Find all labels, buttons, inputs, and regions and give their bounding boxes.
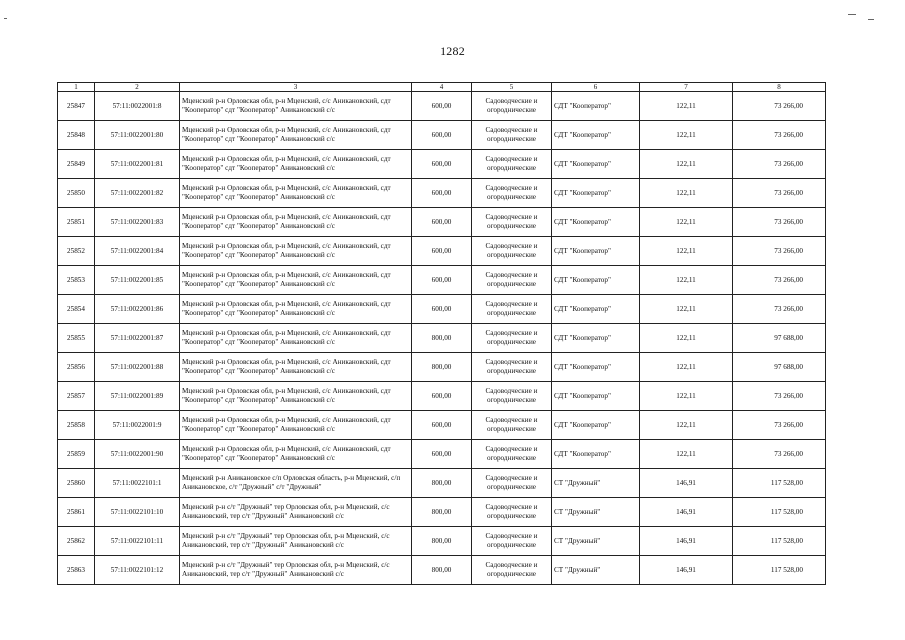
cadastral-number: 57:11:0022001:80	[95, 121, 180, 150]
table-row	[58, 92, 826, 121]
cadastral-value-cell: 117 528,00	[733, 498, 826, 527]
cadastral-number: 57:11:0022001:85	[95, 266, 180, 295]
area-cell: 600,00	[412, 92, 472, 121]
cadastral-number: 57:11:0022001:86	[95, 295, 180, 324]
row-number: 25854	[58, 295, 95, 324]
address-cell: Мценский р-н Орловская обл, р-н Мценский, с/с Аникановский, сдт "Кооператор" сдт "Кооператор" Аникановский с/с	[180, 266, 412, 295]
rate-cell: 122,11	[640, 440, 733, 469]
cadastral-number: 57:11:0022001:90	[95, 440, 180, 469]
rate-cell: 122,11	[640, 121, 733, 150]
address-cell: Мценский р-н с/т "Дружный" тер Орловская обл, р-н Мценский, с/с Аникановский, тер с/т "Дружный" Аникановский с/с	[180, 498, 412, 527]
land-category-cell: Садоводческие и огороднические	[472, 411, 552, 440]
area-cell: 800,00	[412, 556, 472, 585]
cadastral-number: 57:11:0022001:8	[95, 92, 180, 121]
page-number: 1282	[440, 44, 465, 58]
rate-cell: 122,11	[640, 208, 733, 237]
table-row	[58, 150, 826, 179]
column-header: 3	[180, 83, 412, 92]
rate-cell: 122,11	[640, 295, 733, 324]
rate-cell: 146,91	[640, 527, 733, 556]
row-number: 25848	[58, 121, 95, 150]
column-header: 2	[95, 83, 180, 92]
owner-cell: СТ "Дружный"	[552, 469, 640, 498]
rate-cell: 122,11	[640, 150, 733, 179]
cadastral-number: 57:11:0022101:11	[95, 527, 180, 556]
table-row	[58, 382, 826, 411]
table-row	[58, 208, 826, 237]
table-row	[58, 179, 826, 208]
row-number: 25863	[58, 556, 95, 585]
area-cell: 600,00	[412, 440, 472, 469]
cadastral-value-cell: 97 688,00	[733, 353, 826, 382]
address-cell: Мценский р-н Орловская обл, р-н Мценский, с/с Аникановский, сдт "Кооператор" сдт "Кооператор" Аникановский с/с	[180, 382, 412, 411]
cadastral-value-cell: 73 266,00	[733, 121, 826, 150]
row-number: 25859	[58, 440, 95, 469]
rate-cell: 122,11	[640, 179, 733, 208]
address-cell: Мценский р-н Орловская обл, р-н Мценский, с/с Аникановский, сдт "Кооператор" сдт "Кооператор" Аникановский с/с	[180, 411, 412, 440]
cadastral-value-cell: 73 266,00	[733, 150, 826, 179]
owner-cell: СДТ "Кооператор"	[552, 353, 640, 382]
land-category-cell: Садоводческие и огороднические	[472, 469, 552, 498]
owner-cell: СДТ "Кооператор"	[552, 266, 640, 295]
scan-speck	[868, 19, 874, 20]
cadastral-value-cell: 73 266,00	[733, 440, 826, 469]
rate-cell: 122,11	[640, 237, 733, 266]
row-number: 25858	[58, 411, 95, 440]
cadastral-value-cell: 117 528,00	[733, 469, 826, 498]
area-cell: 600,00	[412, 179, 472, 208]
area-cell: 800,00	[412, 353, 472, 382]
owner-cell: СДТ "Кооператор"	[552, 324, 640, 353]
table-row	[58, 353, 826, 382]
area-cell: 600,00	[412, 382, 472, 411]
owner-cell: СДТ "Кооператор"	[552, 382, 640, 411]
area-cell: 800,00	[412, 527, 472, 556]
column-header: 5	[472, 83, 552, 92]
row-number: 25861	[58, 498, 95, 527]
owner-cell: СДТ "Кооператор"	[552, 121, 640, 150]
cadastral-value-cell: 97 688,00	[733, 324, 826, 353]
address-cell: Мценский р-н Орловская обл, р-н Мценский, с/с Аникановский, сдт "Кооператор" сдт "Кооператор" Аникановский с/с	[180, 353, 412, 382]
owner-cell: СДТ "Кооператор"	[552, 92, 640, 121]
rate-cell: 122,11	[640, 92, 733, 121]
cadastral-number: 57:11:0022001:88	[95, 353, 180, 382]
address-cell: Мценский р-н Орловская обл, р-н Мценский, с/с Аникановский, сдт "Кооператор" сдт "Кооператор" Аникановский с/с	[180, 324, 412, 353]
area-cell: 600,00	[412, 208, 472, 237]
land-category-cell: Садоводческие и огороднические	[472, 237, 552, 266]
row-number: 25860	[58, 469, 95, 498]
column-header: 8	[733, 83, 826, 92]
owner-cell: СТ "Дружный"	[552, 556, 640, 585]
column-header: 1	[58, 83, 95, 92]
land-category-cell: Садоводческие и огороднические	[472, 295, 552, 324]
table-row	[58, 556, 826, 585]
land-category-cell: Садоводческие и огороднические	[472, 353, 552, 382]
row-number: 25856	[58, 353, 95, 382]
owner-cell: СДТ "Кооператор"	[552, 208, 640, 237]
scan-speck	[848, 14, 856, 15]
land-category-cell: Садоводческие и огороднические	[472, 208, 552, 237]
address-cell: Мценский р-н Орловская обл, р-н Мценский, с/с Аникановский, сдт "Кооператор" сдт "Кооператор" Аникановский с/с	[180, 295, 412, 324]
area-cell: 600,00	[412, 150, 472, 179]
owner-cell: СДТ "Кооператор"	[552, 440, 640, 469]
address-cell: Мценский р-н Орловская обл, р-н Мценский, с/с Аникановский, сдт "Кооператор" сдт "Кооператор" Аникановский с/с	[180, 208, 412, 237]
owner-cell: СДТ "Кооператор"	[552, 295, 640, 324]
table-row	[58, 237, 826, 266]
land-category-cell: Садоводческие и огороднические	[472, 92, 552, 121]
row-number: 25853	[58, 266, 95, 295]
rate-cell: 146,91	[640, 498, 733, 527]
cadastral-number: 57:11:0022001:81	[95, 150, 180, 179]
cadastral-value-cell: 73 266,00	[733, 92, 826, 121]
column-header: 4	[412, 83, 472, 92]
area-cell: 600,00	[412, 266, 472, 295]
table-row	[58, 527, 826, 556]
address-cell: Мценский р-н Орловская обл, р-н Мценский, с/с Аникановский, сдт "Кооператор" сдт "Кооператор" Аникановский с/с	[180, 92, 412, 121]
table-row	[58, 266, 826, 295]
area-cell: 800,00	[412, 498, 472, 527]
cadastral-number: 57:11:0022101:12	[95, 556, 180, 585]
cadastral-number: 57:11:0022001:83	[95, 208, 180, 237]
land-registry-table	[57, 82, 826, 585]
address-cell: Мценский р-н Орловская обл, р-н Мценский, с/с Аникановский, сдт "Кооператор" сдт "Кооператор" Аникановский с/с	[180, 121, 412, 150]
address-cell: Мценский р-н Аникановское с/п Орловская область, р-н Мценский, с/п Аникановское, с/т "Дружный" с/т "Дружный"	[180, 469, 412, 498]
area-cell: 600,00	[412, 411, 472, 440]
address-cell: Мценский р-н Орловская обл, р-н Мценский, с/с Аникановский, сдт "Кооператор" сдт "Кооператор" Аникановский с/с	[180, 179, 412, 208]
row-number: 25852	[58, 237, 95, 266]
cadastral-value-cell: 117 528,00	[733, 556, 826, 585]
owner-cell: СТ "Дружный"	[552, 527, 640, 556]
land-category-cell: Садоводческие и огороднические	[472, 382, 552, 411]
table-row	[58, 121, 826, 150]
land-category-cell: Садоводческие и огороднические	[472, 121, 552, 150]
land-category-cell: Садоводческие и огороднические	[472, 527, 552, 556]
cadastral-number: 57:11:0022101:1	[95, 469, 180, 498]
cadastral-value-cell: 73 266,00	[733, 295, 826, 324]
column-header: 7	[640, 83, 733, 92]
rate-cell: 122,11	[640, 324, 733, 353]
cadastral-number: 57:11:0022001:82	[95, 179, 180, 208]
owner-cell: СДТ "Кооператор"	[552, 150, 640, 179]
owner-cell: СДТ "Кооператор"	[552, 411, 640, 440]
row-number: 25849	[58, 150, 95, 179]
land-category-cell: Садоводческие и огороднические	[472, 324, 552, 353]
scan-speck	[4, 18, 7, 19]
land-category-cell: Садоводческие и огороднические	[472, 150, 552, 179]
cadastral-number: 57:11:0022001:9	[95, 411, 180, 440]
cadastral-value-cell: 73 266,00	[733, 266, 826, 295]
table-row	[58, 324, 826, 353]
owner-cell: СДТ "Кооператор"	[552, 237, 640, 266]
address-cell: Мценский р-н с/т "Дружный" тер Орловская обл, р-н Мценский, с/с Аникановский, тер с/т "Дружный" Аникановский с/с	[180, 556, 412, 585]
table-row	[58, 440, 826, 469]
rate-cell: 122,11	[640, 382, 733, 411]
land-category-cell: Садоводческие и огороднические	[472, 440, 552, 469]
land-category-cell: Садоводческие и огороднические	[472, 266, 552, 295]
address-cell: Мценский р-н Орловская обл, р-н Мценский, с/с Аникановский, сдт "Кооператор" сдт "Кооператор" Аникановский с/с	[180, 237, 412, 266]
land-category-cell: Садоводческие и огороднические	[472, 179, 552, 208]
row-number: 25857	[58, 382, 95, 411]
owner-cell: СДТ "Кооператор"	[552, 179, 640, 208]
row-number: 25862	[58, 527, 95, 556]
address-cell: Мценский р-н Орловская обл, р-н Мценский, с/с Аникановский, сдт "Кооператор" сдт "Кооператор" Аникановский с/с	[180, 150, 412, 179]
cadastral-number: 57:11:0022101:10	[95, 498, 180, 527]
table-row	[58, 411, 826, 440]
cadastral-value-cell: 117 528,00	[733, 527, 826, 556]
row-number: 25847	[58, 92, 95, 121]
column-header: 6	[552, 83, 640, 92]
owner-cell: СТ "Дружный"	[552, 498, 640, 527]
cadastral-number: 57:11:0022001:84	[95, 237, 180, 266]
rate-cell: 122,11	[640, 266, 733, 295]
area-cell: 600,00	[412, 237, 472, 266]
rate-cell: 122,11	[640, 411, 733, 440]
area-cell: 800,00	[412, 469, 472, 498]
cadastral-value-cell: 73 266,00	[733, 208, 826, 237]
row-number: 25855	[58, 324, 95, 353]
cadastral-value-cell: 73 266,00	[733, 382, 826, 411]
area-cell: 800,00	[412, 324, 472, 353]
cadastral-value-cell: 73 266,00	[733, 237, 826, 266]
cadastral-value-cell: 73 266,00	[733, 179, 826, 208]
row-number: 25850	[58, 179, 95, 208]
table-row	[58, 469, 826, 498]
table-row	[58, 498, 826, 527]
land-category-cell: Садоводческие и огороднические	[472, 498, 552, 527]
cadastral-number: 57:11:0022001:87	[95, 324, 180, 353]
area-cell: 600,00	[412, 121, 472, 150]
land-category-cell: Садоводческие и огороднические	[472, 556, 552, 585]
rate-cell: 122,11	[640, 353, 733, 382]
row-number: 25851	[58, 208, 95, 237]
table-row	[58, 295, 826, 324]
address-cell: Мценский р-н Орловская обл, р-н Мценский, с/с Аникановский, сдт "Кооператор" сдт "Кооператор" Аникановский с/с	[180, 440, 412, 469]
rate-cell: 146,91	[640, 469, 733, 498]
cadastral-number: 57:11:0022001:89	[95, 382, 180, 411]
area-cell: 600,00	[412, 295, 472, 324]
header-row	[58, 83, 826, 92]
rate-cell: 146,91	[640, 556, 733, 585]
address-cell: Мценский р-н с/т "Дружный" тер Орловская обл, р-н Мценский, с/с Аникановский, тер с/т "Дружный" Аникановский с/с	[180, 527, 412, 556]
cadastral-value-cell: 73 266,00	[733, 411, 826, 440]
